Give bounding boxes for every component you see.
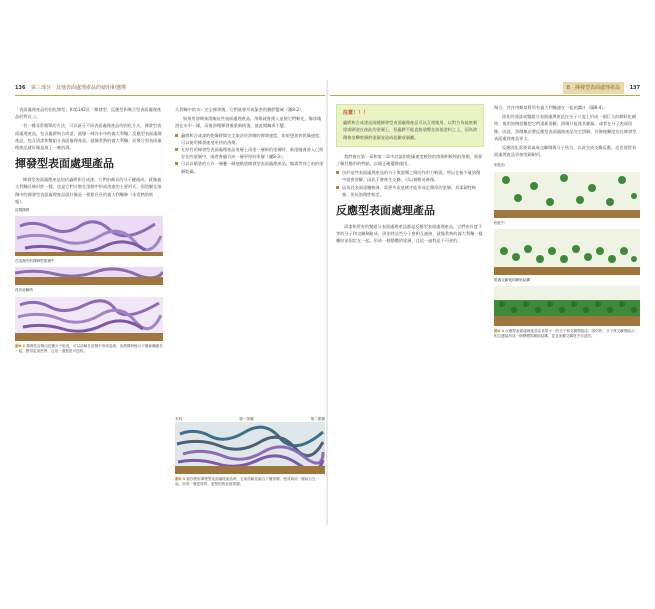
fig4-label-second-coat: 第二塗層 <box>310 417 325 421</box>
right-column-1 <box>336 104 484 247</box>
figure-layers-merge <box>175 422 325 474</box>
caption-8-3-number: 圖8-3 <box>175 477 186 481</box>
left-header-text: 第三部分 其他表面處理產品的使用和選擇 <box>31 85 127 91</box>
right-bullet-2: 因為其表面塗膜較薄，需要多次塗刷才能形成足夠厚的塗層，其柔韌性較強，但抗溶劑性較差。 <box>336 184 484 198</box>
note-text: 蟲膠和合成漆這兩種揮發型表面處理產品可以互相使用，以對方為基底噴塗或刷塗在彼此的塗層上，但蟲膠不能直接塗覆在油基塗料之上，因為溶劑會攻擊底層的塗層並造成起皺或剝離。 <box>343 120 478 140</box>
caption-8-4-number: 圖8-4 <box>494 329 505 334</box>
fig-label-before-curing: 固化前 <box>494 163 505 168</box>
left-col2-paragraph: 如果用溶劑來溶解這些表面處理產品，溶劑就會滲入並使它們軟化，像冰塊溶在水中一樣，而後溶劑揮發後重新恢復，彼此間關係不變。 <box>175 116 322 129</box>
right-page-header <box>330 82 640 94</box>
right-column-2 <box>494 104 640 339</box>
caption-fig-8-3 <box>175 477 325 487</box>
left-page <box>15 82 325 522</box>
caption-8-3-text: 當你使用揮發型表面處理產品時，它會溶解並融合下層塗層，使其與前一層結合在一起，形成一層更厚的、更堅固的表面塗層。 <box>175 477 320 487</box>
figure-molecules-crosslinked <box>494 286 640 326</box>
left-bullet-1: 蟲膠和合成漆的乾燥時間完全取決於溶劑的揮發速度。如果想加快乾燥速度，可以使用揮發速度更快的溶劑。 <box>175 132 325 146</box>
caption-8-2-number: 圖8-2 <box>15 343 26 348</box>
figure-noodles-film <box>15 267 163 285</box>
fig4-label-wood: 木料 <box>175 417 183 421</box>
left-col2-intro: 大利麵中的水）完全揮發後，它們就會形成緊密的捆膠變硬（圖8-2）。 <box>175 107 306 112</box>
note-box <box>336 104 484 147</box>
figure-noodles-dissolved <box>15 216 163 256</box>
fig-label-curing: 固化中 <box>494 220 505 225</box>
heading-volatile-finishes: 揮發型表面處理產品 <box>15 157 114 171</box>
fig-label-crosslinked: 經過交聯後的網狀結構 <box>494 277 530 282</box>
right-bullet-1: 由於這些表面處理產品的分子與溶劑之間的作用力較弱，所以在極少量溶劑中就會溶解，因此不會產生交聯，可以被輕易修復。 <box>336 169 484 183</box>
caption-fig-8-4 <box>494 329 640 339</box>
figure-molecules-before <box>494 172 640 218</box>
left-header-rule <box>15 95 325 96</box>
left-column-2 <box>175 106 325 175</box>
figure-noodles-redissolve <box>15 297 163 341</box>
right-header-rule <box>330 95 640 96</box>
fig4-label-first-coat: 第一塗層 <box>239 417 254 421</box>
right-page <box>330 82 640 522</box>
caption-fig-8-2 <box>15 344 163 354</box>
right-col2-paragraph-2: 反應固化需要氧氣或交聯劑與分子結合，以此完成交聯反應，這也使得表面處理產品更加堅韌耐用。 <box>494 145 637 158</box>
right-page-number: 137 <box>629 85 640 91</box>
fig-label-redissolving: 再次溶解時 <box>15 288 33 293</box>
right-col2-intro: 聚合，其作用類似將所有義大利麵連在一起的醬汁（圖8-4）。 <box>494 105 608 110</box>
fig-label-solvent-evaporation: 溶劑揮發 <box>15 208 30 213</box>
left-col1-paragraph-volatile: 揮發型表面處理產品包括蟲膠和合成漆，它們由頗長的分子鏈組成，就像義大利麵長條形狀一樣，也是它們分散在溶劑中形成溶液的主要形式，即溶解在溶劑中的揮發型表面處理產品就好像是一根根長長的義大利麵條（未煮熟的狀態）。 <box>15 177 162 204</box>
left-col1-intro: 「表面處理產品的固化類型」和第142頁「揮發型、反應型和聚合型表面處理產品的對比」）。 <box>15 107 162 120</box>
fig-label-in-solvent: 在溶劑中的揮發型塗層中 <box>15 259 55 264</box>
left-column-1 <box>15 106 163 354</box>
figure-8-3 <box>175 417 325 487</box>
left-page-header <box>15 82 325 94</box>
caption-8-2-text: 揮發性溶劑由長鏈分子組成，可以溶解在溶劑中形成溶液。溶劑揮發後分子鏈會纏繞在一起，變得更加密實，且這一過程是可逆的。 <box>15 343 163 353</box>
right-col1-paragraph-reactive: 清漆和所有的雙組分表面處理產品都是反應型表面處理產品。它們由長度不等的分子和交聯劑組成，固化時這些分子會相互連接，就像煮熟的義大利麵一樣纏結並固定在一起，形成一個整體的塗層，且這一過程是不可逆的。 <box>336 224 483 244</box>
right-col1-paragraph: 我們會在第一章和第二章中討論的乾燥速度較快的溶劑和較慢的溶劑，需要了解其應用的特點，以便正確選擇使用。 <box>336 153 483 167</box>
left-col1-paragraph: 有一種非常簡單的方法，可以區分不同表面處理產品的固化方式，揮發型表面處理產品，包含蟲膠和合成漆，就像一缽冷水中的義大利麵；反應型表面處理產品，包含清漆和雙組分表面處理產品，就像煮熟的義大利麵；而聚合型表面處理產品就好像是放了一晚的湯。 <box>15 123 162 151</box>
heading-reactive-finishes: 反應型表面處理產品 <box>336 204 435 218</box>
book-gutter <box>326 80 328 525</box>
note-title: 注意！！！ <box>343 110 369 116</box>
right-header-text: 8 揮發型表面處理產品 <box>563 82 624 94</box>
left-bullet-2: 在原有的揮發型表面處理產品塗層上再塗一層新的塗層時，新塗層會溶入已經存在的塗層中，兩者會融合成一層更厚的塗層（圖8-3）。 <box>175 146 325 160</box>
left-bullet-3: 可以以噴塗的方式一層疊一層地噴塗揮發型表面處理產品，無需等待之前的塗層乾燥。 <box>175 160 325 174</box>
caption-8-4-text: 反應型表面處理產品由長短不一的分子和交聯劑組成。固化時，分子與交聯劑結合，相互連接形成一個整體的網狀結構，並且這種交聯是不可逆的。 <box>494 329 639 339</box>
left-page-number: 136 <box>15 85 26 91</box>
figure-molecules-curing <box>494 229 640 275</box>
right-col2-paragraph: 固化的清漆或雙組分表面處理產品在分子尺度上形成一個巨大的網狀化網絡，使用溶劑很難把它們重新溶解。溶劑只能使其膨脹，或者在分子表面侵蝕。因此，溶劑無法將反應型表面處理產品完全溶解，其修復難度也比揮發型表面處理產品更大。 <box>494 114 637 141</box>
